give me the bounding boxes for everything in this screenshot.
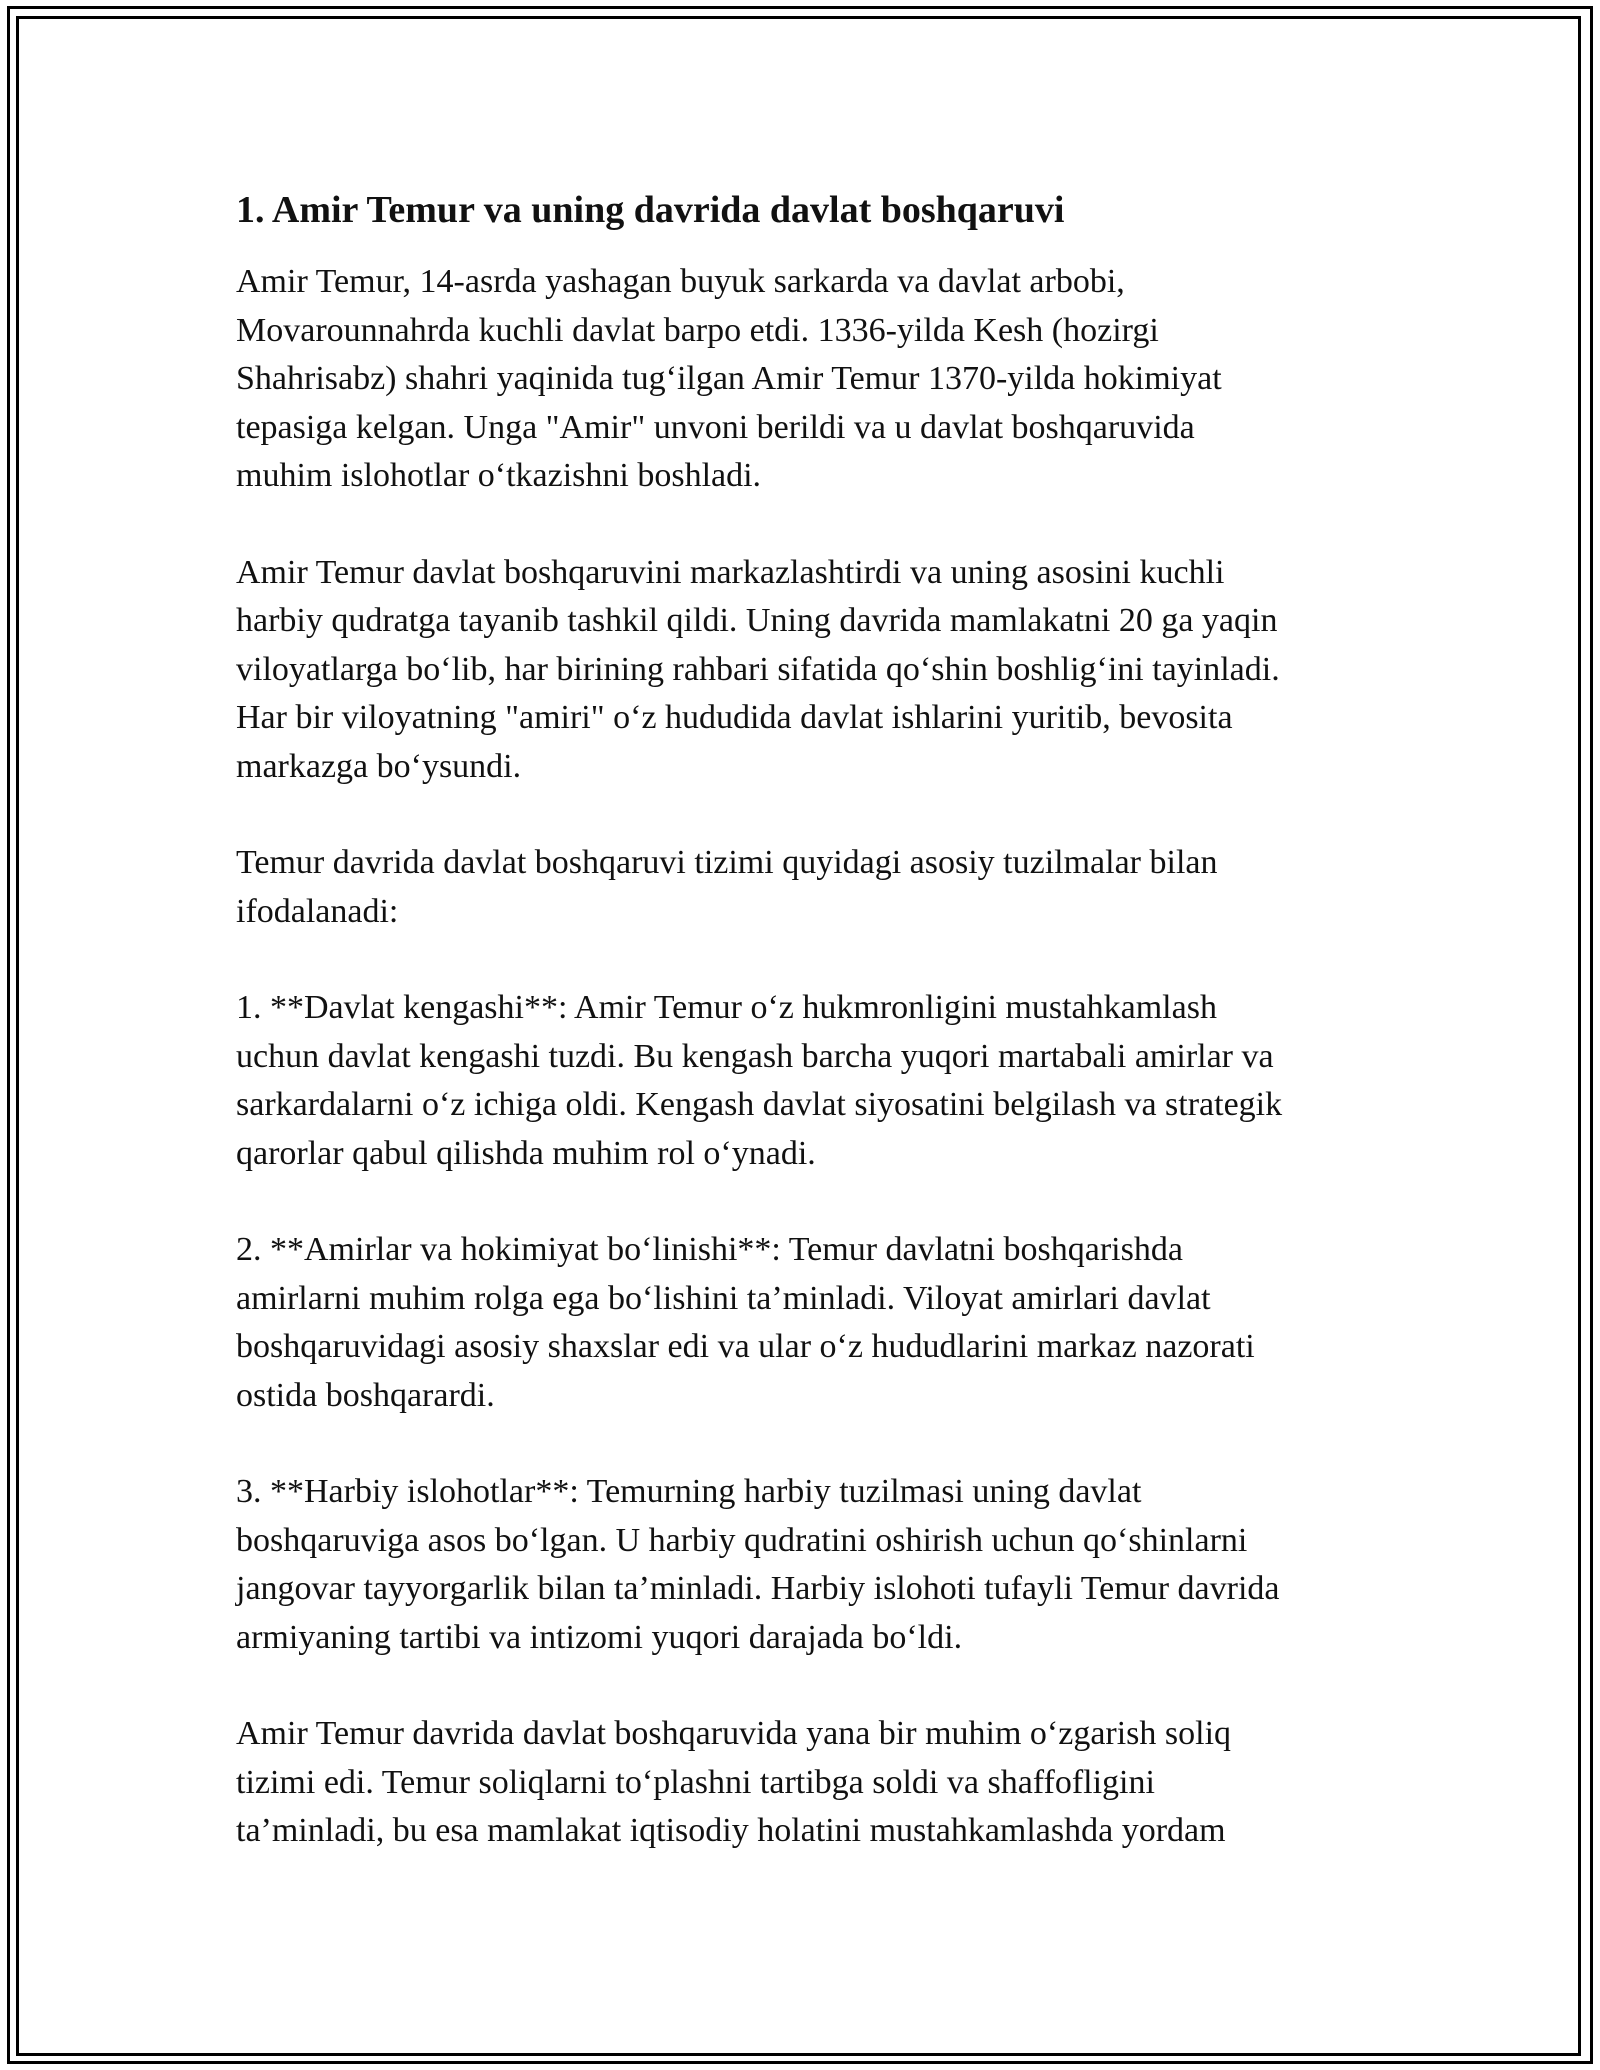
section-heading: 1. Amir Temur va uning davrida davlat boshqaruvi — [236, 189, 1065, 231]
paragraph-structures-intro: Temur davrida davlat boshqaruvi tizimi quyidagi asosiy tuzilmalar bilan ifodalanadi: — [236, 844, 1218, 930]
document-body — [236, 186, 1376, 1904]
list-item-state-council: 1. **Davlat kengashi**: Amir Temur o‘z hukmronligini mustahkamlash uchun davlat kengashi tuzdi. Bu kengash barcha yuqori martabali amirlar va sarkardalarni o‘z ichiga oldi. Kengash davlat siyosatini belgilash va strategik qarorlar qabul qilishda muhim rol o‘ynadi. — [236, 989, 1283, 1172]
paragraph-centralization: Amir Temur davlat boshqaruvini markazlashtirdi va uning asosini kuchli harbiy qudratga tayanib tashkil qildi. Uning davrida mamlakatni 20 ga yaqin viloyatlarga bo‘lib, har birining rahbari sifatida qo‘shin boshlig‘ini tayinladi. Har bir viloyatning "amiri" o‘z hududida davlat ishlarini yuritib, bevosita markazga bo‘ysundi. — [236, 553, 1280, 785]
paragraph-tax-system: Amir Temur davrida davlat boshqaruvida yana bir muhim o‘zgarish soliq tizimi edi. Temur soliqlarni to‘plashni tartibga soldi va shaffofligini ta’minladi, bu esa mamlakat iqtisodiy holatini mustahkamlashda yordam — [236, 1715, 1232, 1849]
list-item-military-reforms: 3. **Harbiy islohotlar**: Temurning harbiy tuzilmasi uning davlat boshqaruviga asos bo‘lgan. U harbiy qudratini oshirish uchun qo‘shinlarni jangovar tayyorgarlik bilan ta’minladi. Harbiy islohoti tufayli Temur davrida armiyaning tartibi va intizomi yuqori darajada bo‘ldi. — [236, 1473, 1280, 1656]
list-item-emirs-division: 2. **Amirlar va hokimiyat bo‘linishi**: Temur davlatni boshqarishda amirlarni muhim rolga ega bo‘lishini ta’minladi. Viloyat amirlari davlat boshqaruvidagi asosiy shaxslar edi va ular o‘z hududlarini markaz nazorati ostida boshqarardi. — [236, 1231, 1255, 1414]
paragraph-intro: Amir Temur, 14-asrda yashagan buyuk sarkarda va davlat arbobi, Movarounnahrda kuchli davlat barpo etdi. 1336-yilda Kesh (hozirgi Shahrisabz) shahri yaqinida tug‘ilgan Amir Temur 1370-yilda hokimiyat tepasiga kelgan. Unga "Amir" unvoni berildi va u davlat boshqaruvida muhim islohotlar o‘tkazishni boshladi. — [236, 263, 1222, 494]
